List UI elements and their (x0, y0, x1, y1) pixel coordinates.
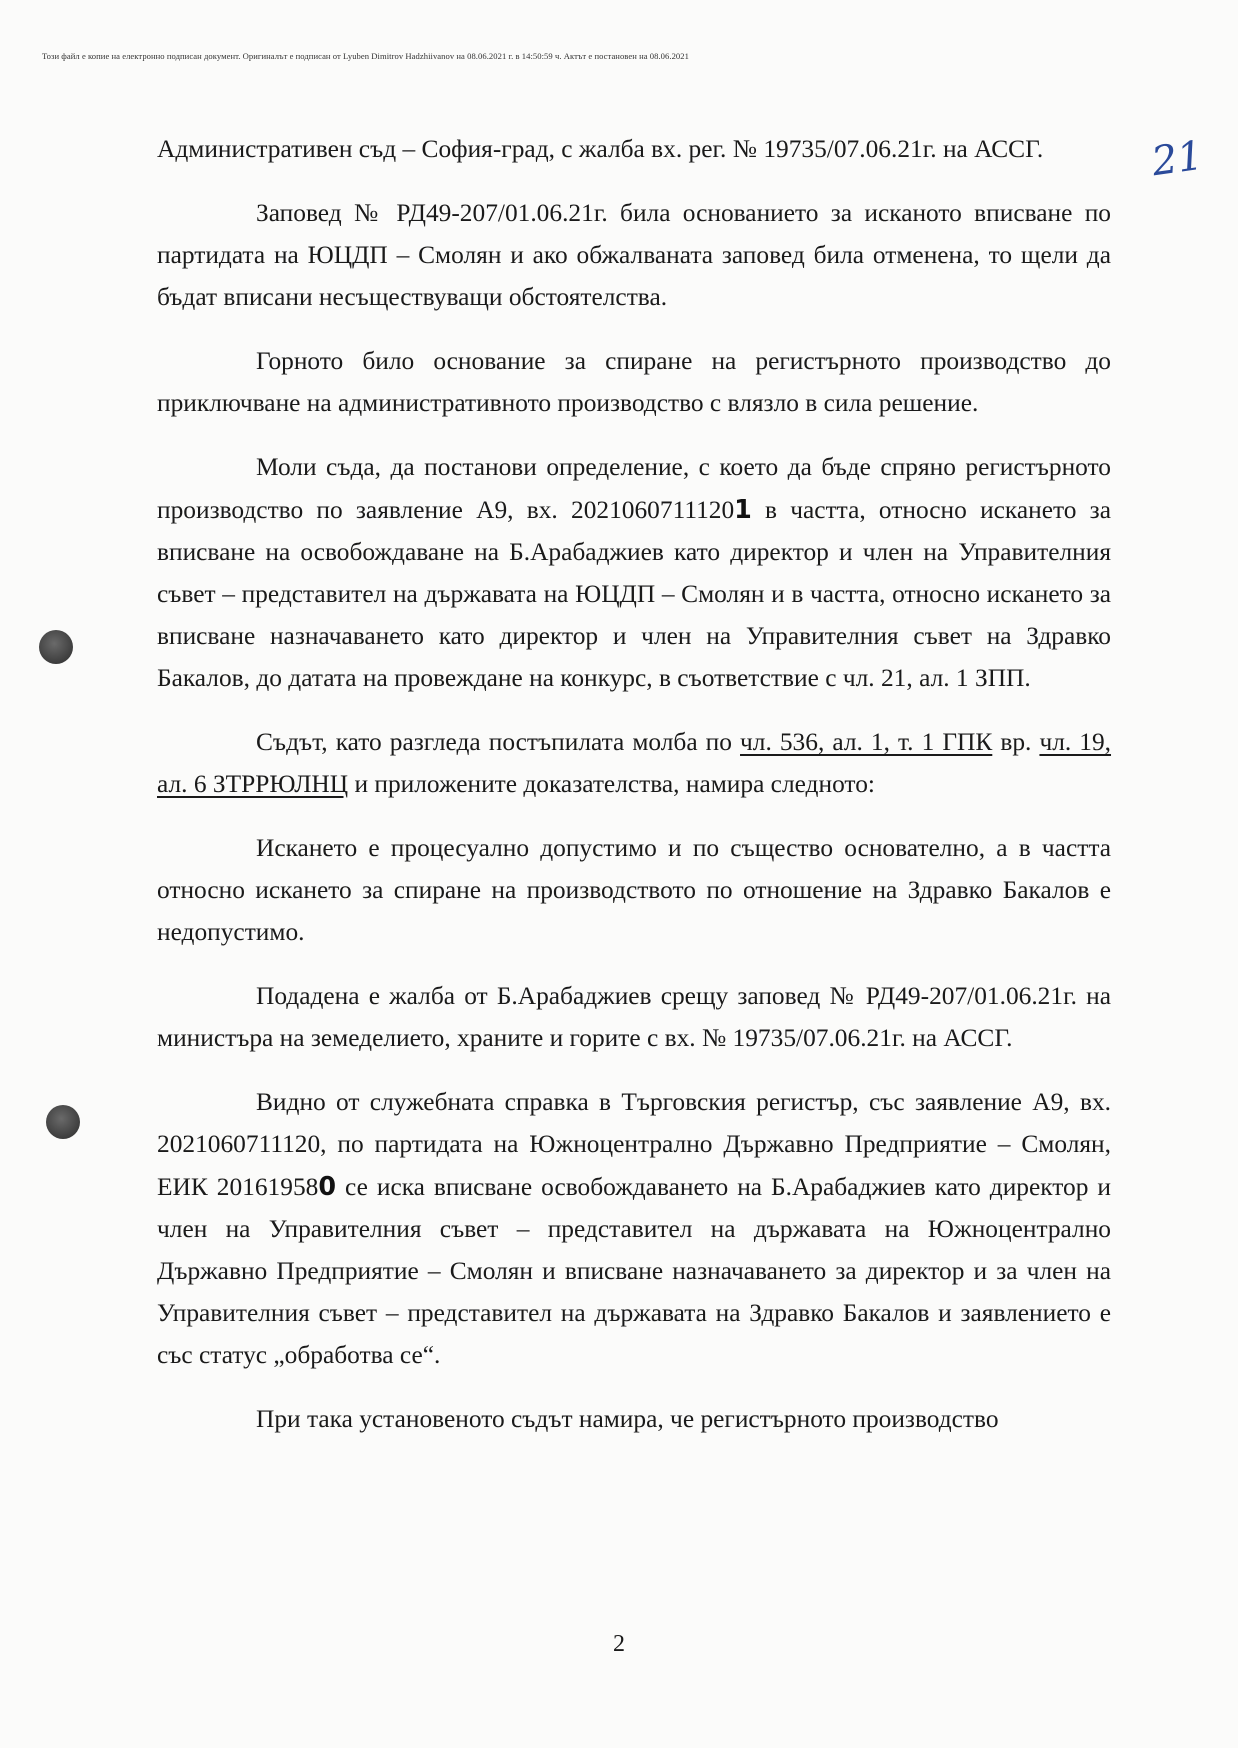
paragraph-request-text-a: Моли съда, да постанови определение, с което да бъде спряно регистърното производство по заявление А9, вх. 2021060711120 (157, 453, 1111, 524)
paragraph-suspension-ground: Горното било основание за спиране на регистърното производство до приключване на административното производство с влязло в сила решение. (157, 347, 1111, 417)
paragraph-court-complaint: Административен съд – София-град, с жалба вх. рег. № 19735/07.06.21г. на АССГ. (157, 135, 1044, 163)
paragraph-register-check-text-b: се иска вписване освобождаването на Б.Арабаджиев като директор и член на Управителния съвет – представител на държавата на Южноцентрално Държавно Предприятие – Смолян и вписване назначаването за директор и за член на Управителния съвет – представител на държавата на Здравко Бакалов и заявлението е със статус „обработва се“. (157, 1173, 1111, 1369)
law-reference-link-gpk[interactable]: чл. 536, ал. 1, т. 1 ГПК (740, 728, 993, 756)
paragraph-appeal-filed: Подадена е жалба от Б.Арабаджиев срещу заповед № РД49-207/01.06.21г. на министъра на земеделието, храните и горите с вх. № 19735/07.06.21г. на АССГ. (157, 982, 1111, 1052)
paragraph-court-review (157, 721, 1111, 805)
punch-hole (39, 630, 73, 664)
paragraph-admissibility: Искането е процесуално допустимо и по същество основателно, а в частта относно искането за спиране на производството по отношение на Здравко Бакалов е недопустимо. (157, 834, 1111, 946)
paragraph-order-basis: Заповед № РД49-207/01.06.21г. била основанието за исканото вписване по партидата на ЮЦДП – Смолян и ако обжалваната заповед била отменена, то щели да бъдат вписани несъществуващи обстоятелства. (157, 199, 1111, 311)
paragraph-register-check-text-a: Видно от служебната справка в Търговския регистър, със заявление А9, вх. 2021060711120, по партидата на Южноцентрално Държавно Предприятие – Смолян, ЕИК 20161958 (157, 1088, 1111, 1201)
paragraph-court-review-text-b: вр. (992, 728, 1040, 756)
paragraph-court-review-text-c: и приложените доказателства, намира следното: (348, 770, 875, 798)
paragraph-request (157, 446, 1111, 699)
handwritten-digit: 1 (734, 494, 752, 524)
punch-hole (46, 1105, 80, 1139)
handwritten-digit: 0 (318, 1171, 337, 1201)
paragraph-conclusion-start: При така установеното съдът намира, че регистърното производство (256, 1405, 999, 1433)
paragraph-register-check (157, 1081, 1111, 1376)
page-number: 2 (613, 1631, 625, 1657)
electronic-signature-note: Този файл е копие на електронно подписан документ. Оригиналът е подписан от Lyuben Dimitrov Hadzhiivanov на 08.06.2021 г. в 14:50:59 ч. Актът е постановен на 08.06.2021 (42, 51, 689, 61)
paragraph-request-text-b: в частта, относно искането за вписване на освобождаване на Б.Арабаджиев като директор и член на Управителния съвет – представител на държавата на ЮЦДП – Смолян и в частта, относно искането за вписване назначаването като директор и член на Управителния съвет на Здравко Бакалов, до датата на провеждане на конкурс, в съответствие с чл. 21, ал. 1 ЗПП. (157, 496, 1111, 692)
handwritten-page-mark: 21 (1149, 132, 1206, 186)
law-reference-link-ztrrulnc[interactable]: чл. 19, ал. 6 ЗТРРЮЛНЦ (157, 728, 1112, 798)
document-body (157, 128, 1111, 1440)
paragraph-court-review-text-a: Съдът, като разгледа постъпилата молба по (256, 728, 741, 756)
